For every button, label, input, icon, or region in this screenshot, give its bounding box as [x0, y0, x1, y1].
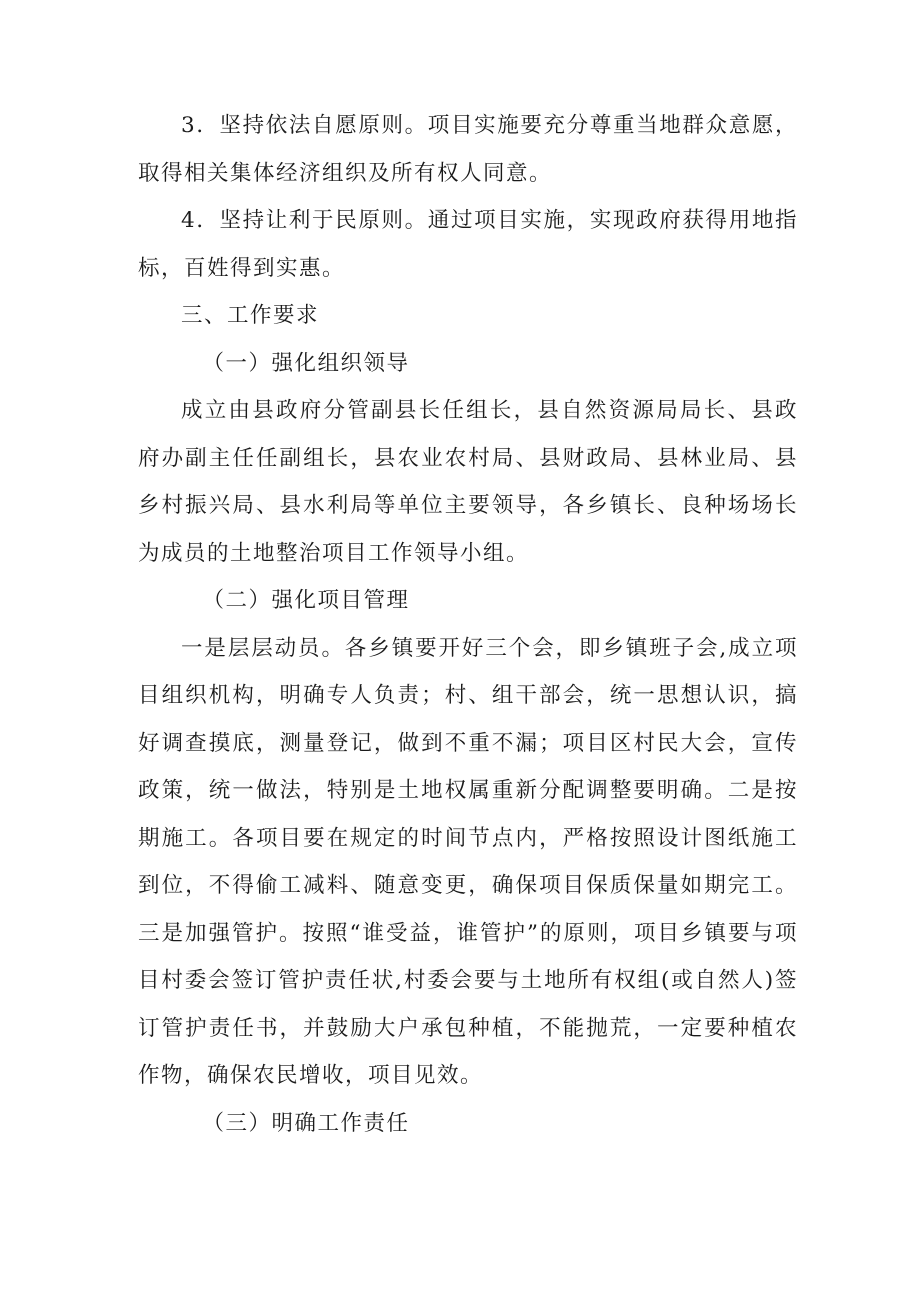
paragraph-project-management: 一是层层动员。各乡镇要开好三个会，即乡镇班子会,成立项目组织机构，明确专人负责；村、组干部会，统一思想认识，搞好调查摸底，测量登记，做到不重不漏；项目区村民大会，宣传政策，统一做法，特别是土地权属重新分配调整要明确。二是按期施工。各项目要在规定的时间节点内，严格按照设计图纸施工到位，不得偷工减料、随意变更，确保项目保质保量如期完工。三是加强管护。按照“谁受益，谁管护”的原则，项目乡镇要与项目村委会签订管护责任状,村委会要与土地所有权组(或自然人)签订管护责任书，并鼓励大户承包种植，不能抛荒，一定要种植农作物，确保农民增收，项目见效。	[138, 635, 798, 1088]
section-heading-work-requirements: 三、工作要求	[181, 303, 320, 328]
subheading-project-management: （二）强化项目管理	[202, 588, 410, 613]
subheading-organization: （一）强化组织领导	[202, 350, 410, 376]
paragraph-principle-4: 4．坚持让利于民原则。通过项目实施，实现政府获得用地指标，百姓得到实惠。	[138, 208, 798, 281]
paragraph-principle-3: 3．坚持依法自愿原则。项目实施要充分尊重当地群众意愿，取得相关集体经济组织及所有权人同意。	[138, 113, 798, 186]
document-page	[138, 102, 798, 1147]
paragraph-organization: 成立由县政府分管副县长任组长，县自然资源局局长、县政府办副主任任副组长，县农业农村局、县财政局、县林业局、县乡村振兴局、县水利局等单位主要领导，各乡镇长、良种场场长为成员的土地整治项目工作领导小组。	[138, 398, 798, 566]
subheading-responsibility: （三）明确工作责任	[202, 1110, 410, 1136]
